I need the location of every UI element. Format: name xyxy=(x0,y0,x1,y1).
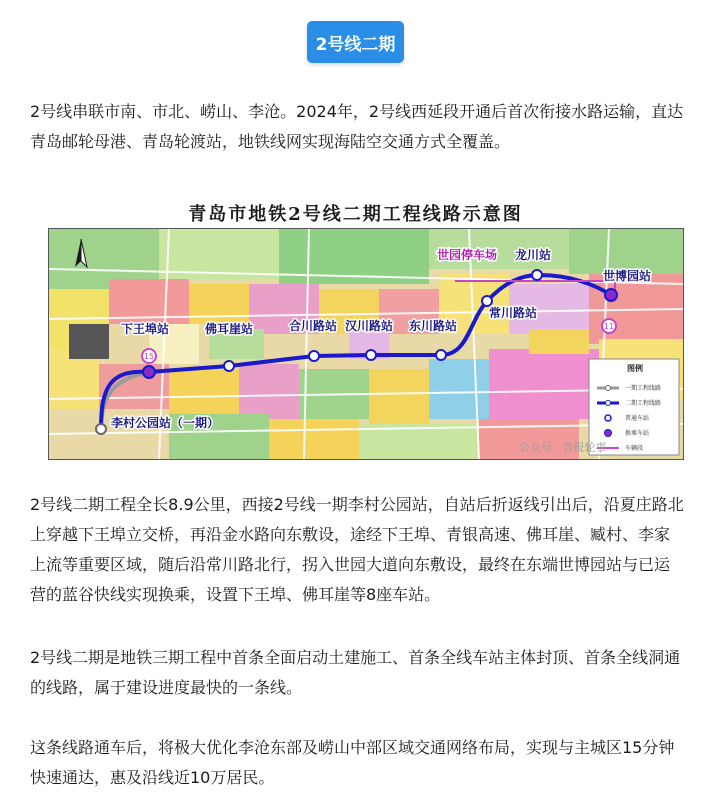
watermark: 公众号 · 青报轮事 xyxy=(519,441,607,454)
label-hechuanlu: 合川路站 xyxy=(289,319,338,333)
svg-text:15: 15 xyxy=(143,352,155,361)
svg-text:普通车站: 普通车站 xyxy=(625,415,650,422)
station-changchuanlu xyxy=(482,296,492,306)
label-dongchuanlu: 东川路站 xyxy=(409,319,458,333)
section-badge: 2号线二期 xyxy=(307,21,404,63)
svg-text:11: 11 xyxy=(603,322,615,331)
details-paragraph: 2号线二期工程全长8.9公里，西接2号线一期李村公园站，自站后折返线引出后，沿夏庄路北上穿越下王埠立交桥，再沿金水路向东敷设，途经下王埠、青银高速、佛耳崖、臧村、李家上流等重要区域，随后沿常川路北行，拐入世园大道向东敷设，最终在东端世博园站与已运营的蓝谷快线实现换乘，设置下王埠、佛耳崖等8座车站。 xyxy=(30,495,684,604)
station-licun xyxy=(96,424,106,434)
station-shibo xyxy=(605,289,617,301)
station-hechuanlu xyxy=(309,351,319,361)
station-dongchuanlu xyxy=(436,350,446,360)
station-foerya xyxy=(224,361,234,371)
line15-badge xyxy=(142,349,156,363)
station-xiawangbu xyxy=(143,366,155,378)
label-hanchuanlu: 汉川路站 xyxy=(345,319,394,333)
intro-paragraph: 2号线串联市南、市北、崂山、李沧。2024年，2号线西延段开通后首次衔接水路运输，直达青岛邮轮母港、青岛轮渡站，地铁线网实现海陆空交通方式全覆盖。 xyxy=(30,102,684,151)
label-shibo: 世博园站 xyxy=(603,269,652,283)
label-foerya: 佛耳崖站 xyxy=(205,322,254,336)
impact-paragraph: 这条线路通车后，将极大优化李沧东部及崂山中部区域交通网络布局，实现与主城区15分钟快速通达，惠及沿线近10万居民。 xyxy=(30,738,675,787)
station-hanchuanlu xyxy=(366,350,376,360)
svg-text:图例: 图例 xyxy=(627,364,643,373)
svg-text:车辆段: 车辆段 xyxy=(625,445,644,452)
progress-paragraph: 2号线二期是地铁三期工程中首条全面启动土建施工、首条全线车站主体封顶、首条全线洞通的线路，属于建设进度最快的一条线。 xyxy=(30,648,681,697)
line-map xyxy=(48,228,684,460)
label-licun: 李村公园站（一期） xyxy=(111,416,220,430)
map-title: 青岛市地铁2号线二期工程线路示意图 xyxy=(188,204,523,225)
svg-text:一期工程线路: 一期工程线路 xyxy=(625,385,662,392)
line11-badge xyxy=(602,319,616,333)
station-longchuan xyxy=(532,270,542,280)
svg-text:二期工程线路: 二期工程线路 xyxy=(625,400,662,407)
label-changchuanlu: 常川路站 xyxy=(489,306,538,320)
label-xiawangbu: 下王埠站 xyxy=(121,322,170,336)
label-depot: 世园停车场 xyxy=(437,248,498,262)
svg-text:换乘车站: 换乘车站 xyxy=(625,430,650,437)
label-longchuan: 龙川站 xyxy=(515,248,552,262)
